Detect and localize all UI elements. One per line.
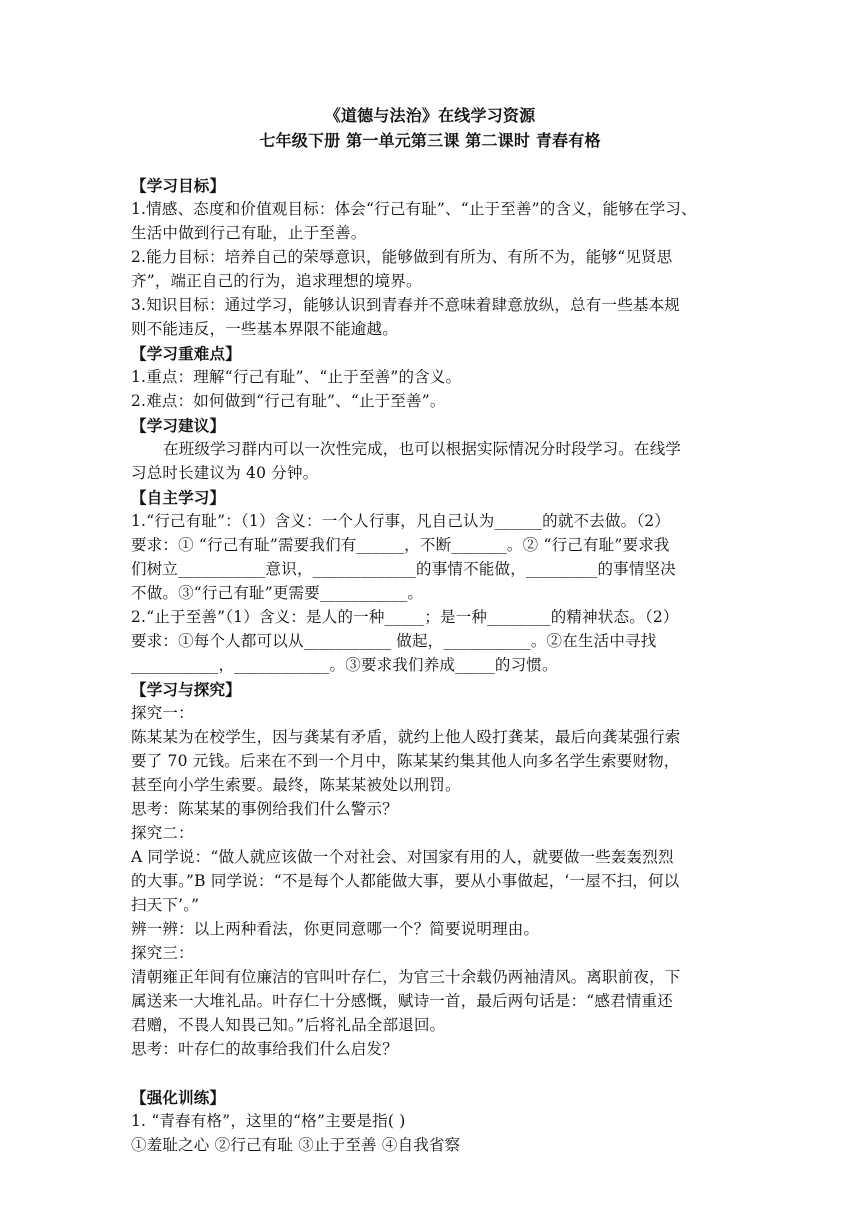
answer-options: ①羞耻之心 ②行己有耻 ③止于至善 ④自我省察 bbox=[131, 1136, 461, 1154]
text-line: 探究一： bbox=[131, 704, 194, 722]
text-line: 2.能力目标：培养自己的荣辱意识，能够做到有所为、有所不为，能够“见贤思 bbox=[131, 248, 673, 266]
document-subtitle: 七年级下册 第一单元第三课 第二课时 青春有格 bbox=[259, 131, 601, 150]
text-line: 1.“行己有耻”：（1）含义：一个人行事，凡自己认为______的就不去做。（2） bbox=[131, 512, 671, 530]
text-line: A 同学说：“做人就应该做一个对社会、对国家有用的人，就要做一些轰轰烈烈 bbox=[131, 848, 674, 866]
text-line: 思考：叶存仁的故事给我们什么启发？ bbox=[131, 1040, 398, 1058]
section-heading-suggestions: 【学习建议】 bbox=[131, 416, 226, 435]
text-line: 们树立___________意识，_____________的事情不能做，_________的事情坚决 bbox=[131, 560, 676, 578]
text-line: 扫天下’。” bbox=[131, 896, 200, 914]
text-line: 2.“止于至善”（1）含义：是人的一种_____；是一种________的精神状态。（2） bbox=[131, 608, 679, 626]
text-line: 辨一辨：以上两种看法，你更同意哪一个？简要说明理由。 bbox=[131, 920, 540, 938]
question-line: 1. “青春有格”，这里的“格”主要是指( ) bbox=[131, 1112, 406, 1130]
text-line: 则不能违反，一些基本界限不能逾越。 bbox=[131, 320, 398, 338]
document-title: 《道德与法治》在线学习资源 bbox=[324, 106, 536, 125]
text-line: 要求：①每个人都可以从___________ 做起，___________。②在生活中寻找 bbox=[131, 632, 657, 650]
text-line: 要了 70 元钱。后来在不到一个月中，陈某某约集其他人向多名学生索要财物， bbox=[131, 752, 680, 770]
section-heading-self-study: 【自主学习】 bbox=[131, 488, 226, 507]
text-line: 3.知识目标：通过学习，能够认识到青春并不意味着肆意放纵，总有一些基本规 bbox=[131, 296, 680, 314]
text-line: 君赠，不畏人知畏己知。”后将礼品全部退回。 bbox=[131, 1016, 446, 1034]
section-heading-inquiry: 【学习与探究】 bbox=[131, 680, 241, 699]
text-line: 清朝雍正年间有位廉洁的官叫叶存仁，为官三十余载仍两袖清风。离职前夜，下 bbox=[131, 968, 681, 986]
text-line: 思考：陈某某的事例给我们什么警示？ bbox=[131, 800, 398, 818]
text-line: 2.难点：如何做到“行己有耻”、“止于至善”。 bbox=[131, 392, 446, 410]
text-line: 齐”，端正自己的行为，追求理想的境界。 bbox=[131, 272, 422, 290]
text-line: 的大事。”B 同学说：“不是每个人都能做大事，要从小事做起，‘一屋不扫，何以 bbox=[131, 872, 680, 890]
text-line: 探究二： bbox=[131, 824, 194, 842]
text-line: 1.重点：理解“行己有耻”、“止于至善”的含义。 bbox=[131, 368, 462, 386]
text-line: 在班级学习群内可以一次性完成，也可以根据实际情况分时段学习。在线学 bbox=[163, 440, 682, 458]
text-line: 1.情感、态度和价值观目标：体会“行己有耻”、“止于至善”的含义，能够在学习、 bbox=[131, 200, 697, 218]
text-line: 属送来一大堆礼品。叶存仁十分感慨，赋诗一首，最后两句话是：“感君情重还 bbox=[131, 992, 673, 1010]
text-line: 陈某某为在校学生，因与龚某有矛盾，就约上他人殴打龚某，最后向龚某强行索 bbox=[131, 728, 681, 746]
text-line: ___________，____________。③要求我们养成_____的习惯。 bbox=[131, 656, 558, 674]
text-line: 甚至向小学生索要。最终，陈某某被处以刑罚。 bbox=[131, 776, 461, 794]
text-line: 不做。③“行己有耻”更需要___________。 bbox=[131, 584, 424, 602]
text-line: 生活中做到行己有耻，止于至善。 bbox=[131, 224, 367, 242]
section-heading-objectives: 【学习目标】 bbox=[131, 176, 226, 195]
text-line: 习总时长建议为 40 分钟。 bbox=[131, 464, 319, 482]
section-heading-keypoints: 【学习重难点】 bbox=[131, 344, 241, 363]
text-line: 要求：① “行己有耻”需要我们有______，不断_______。② “行己有耻”要求我 bbox=[131, 536, 670, 554]
text-line: 探究三： bbox=[131, 944, 194, 962]
section-heading-practice: 【强化训练】 bbox=[131, 1088, 226, 1107]
